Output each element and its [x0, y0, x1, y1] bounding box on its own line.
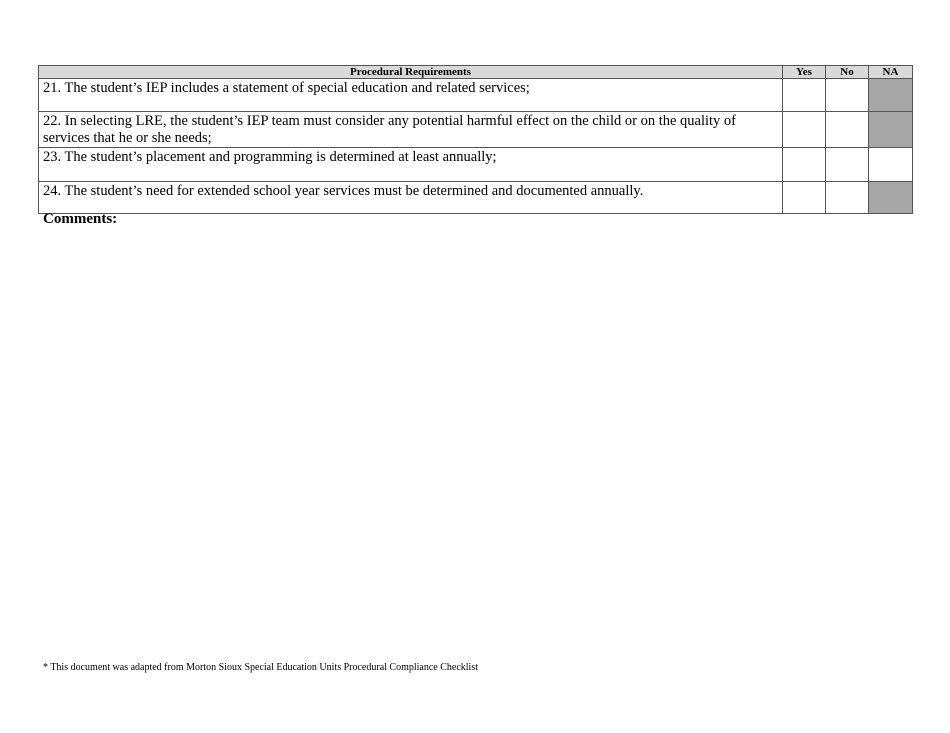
requirement-text: 22. In selecting LRE, the student’s IEP team must consider any potential harmful effect on the child or on the quality of services that he or she needs; — [39, 112, 783, 148]
na-cell — [869, 112, 913, 148]
table-row — [39, 182, 913, 214]
table-row — [39, 148, 913, 182]
header-requirements: Procedural Requirements — [39, 66, 783, 79]
table-row — [39, 112, 913, 148]
procedural-requirements-table — [38, 65, 913, 214]
comments-label: Comments: — [43, 211, 118, 227]
table-row — [39, 79, 913, 112]
yes-cell[interactable] — [783, 112, 826, 148]
no-cell[interactable] — [826, 79, 869, 112]
no-cell[interactable] — [826, 112, 869, 148]
header-yes: Yes — [783, 66, 826, 79]
header-na: NA — [869, 66, 913, 79]
table-header-row — [39, 66, 913, 79]
yes-cell[interactable] — [783, 182, 826, 214]
requirement-text: 24. The student’s need for extended school year services must be determined and documented annually. — [39, 182, 783, 214]
requirement-text: 23. The student’s placement and programming is determined at least annually; — [39, 148, 783, 182]
yes-cell[interactable] — [783, 79, 826, 112]
na-cell — [869, 182, 913, 214]
requirement-text: 21. The student’s IEP includes a statement of special education and related services; — [39, 79, 783, 112]
na-cell — [869, 79, 913, 112]
header-no: No — [826, 66, 869, 79]
yes-cell[interactable] — [783, 148, 826, 182]
no-cell[interactable] — [826, 182, 869, 214]
footnote: * This document was adapted from Morton Sioux Special Education Units Procedural Compliance Checklist — [43, 662, 479, 673]
no-cell[interactable] — [826, 148, 869, 182]
na-cell[interactable] — [869, 148, 913, 182]
